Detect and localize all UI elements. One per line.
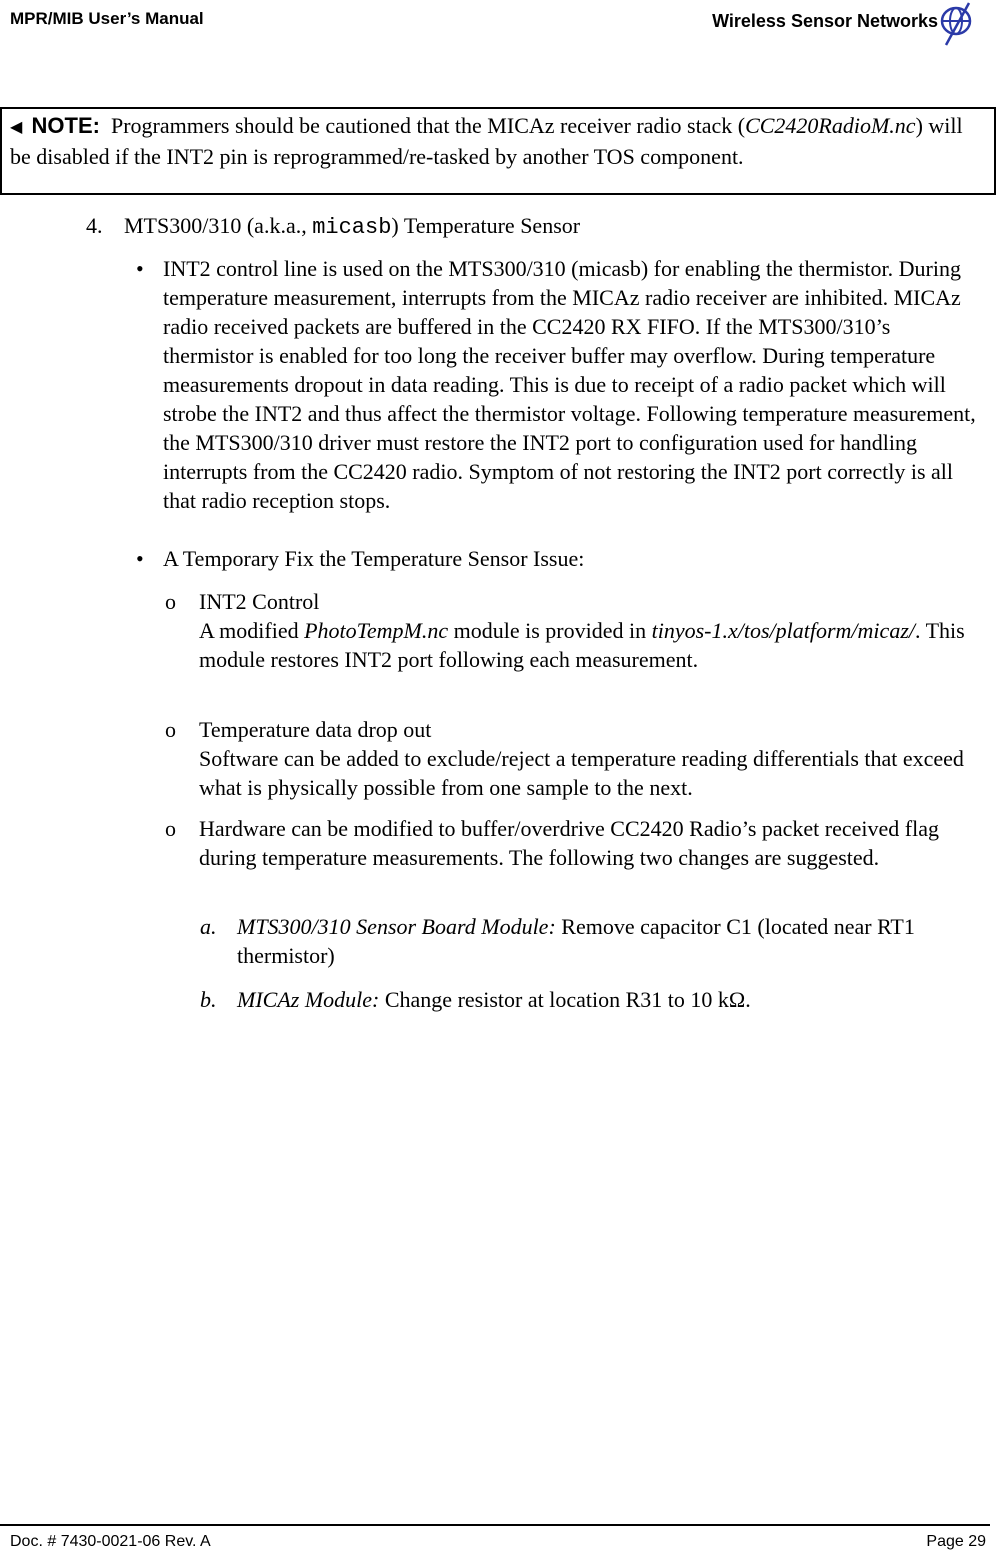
- sub-item-int2-control: [165, 587, 965, 674]
- sub-item-marker: o: [165, 589, 176, 614]
- sub-item-heading: INT2 Control: [199, 589, 320, 614]
- alpha-marker: a.: [200, 914, 217, 939]
- alpha-item-label: MICAz Module:: [237, 987, 380, 1012]
- sub-item-marker: o: [165, 816, 176, 841]
- alpha-item-text: Remove capacitor C1 (located near RT1 thermistor): [237, 914, 915, 968]
- sub-item-body: Software can be added to exclude/reject a temperature reading differentials that exceed what is physically possible from one sample to the next.: [199, 746, 964, 800]
- bullet-marker: •: [136, 546, 144, 571]
- alpha-marker: b.: [200, 987, 217, 1012]
- module-name: PhotoTempM.nc: [304, 618, 449, 643]
- note-text-start: Programmers should be cautioned that the MICAz receiver radio stack (: [110, 113, 746, 138]
- sub-item-heading: Temperature data drop out: [199, 717, 432, 742]
- header-manual-title: MPR/MIB User’s Manual: [10, 9, 204, 28]
- alpha-item: [200, 912, 970, 970]
- note-label: NOTE:: [31, 113, 100, 138]
- bullet-item: [136, 544, 981, 573]
- bullet-text: A Temporary Fix the Temperature Sensor Issue:: [163, 546, 585, 571]
- alpha-item-text: Change resistor at location R31 to 10 kΩ.: [379, 987, 751, 1012]
- sub-item-body: Hardware can be modified to buffer/overdrive CC2420 Radio’s packet received flag during temperature measurements. The following two changes are suggested.: [199, 816, 939, 870]
- section-title-end: ) Temperature Sensor: [391, 213, 581, 238]
- sub-item-body-text: A modified: [199, 618, 305, 643]
- sub-item-hardware: [165, 814, 965, 872]
- footer-page-number: Page 29: [926, 1533, 986, 1550]
- section-number: 4.: [86, 213, 103, 238]
- note-filename: CC2420RadioM.nc: [745, 113, 916, 138]
- note-text-end: ) will be disabled if the INT2 pin is reprogrammed/re-tasked by another TOS component.: [10, 113, 963, 169]
- alpha-item: [200, 985, 970, 1014]
- note-box: [0, 107, 996, 195]
- globe-logo-icon: [936, 1, 976, 47]
- footer-divider: [0, 1524, 990, 1526]
- sub-item-temperature-drop: [165, 715, 965, 802]
- speaker-icon: ◀: [10, 119, 23, 136]
- footer-doc-number: Doc. # 7430-0021-06 Rev. A: [10, 1533, 211, 1550]
- bullet-marker: •: [136, 256, 144, 281]
- sub-item-body-text: module is provided in: [448, 618, 652, 643]
- bullet-text: INT2 control line is used on the MTS300/310 (micasb) for enabling the thermistor. During temperature measurement, interrupts from the MICAz radio receiver are inhibited. MICAz radio received packets are buffered in the CC2420 RX FIFO. If the MTS300/310’s thermistor is enabled for too long the receiver buffer may overflow. During temperature measurements dropout in data reading. This is due to receipt of a radio packet which will strobe the INT2 and thus affect the thermistor voltage. Following temperature measurement, the MTS300/310 driver must restore the INT2 port to configuration used for handling interrupts from the CC2420 radio. Symptom of not restoring the INT2 port correctly is all that radio reception stops.: [163, 256, 976, 513]
- sub-item-body-text: . This module restores INT2 port following each measurement.: [199, 618, 965, 672]
- sub-item-body: [199, 616, 965, 674]
- bullet-item: [136, 254, 981, 515]
- section-title-code: micasb: [312, 215, 392, 240]
- section-title-start: MTS300/310 (a.k.a.,: [124, 213, 313, 238]
- header-section-title: Wireless Sensor Networks: [712, 11, 938, 31]
- module-path: tinyos-1.x/tos/platform/micaz/: [651, 618, 915, 643]
- alpha-item-label: MTS300/310 Sensor Board Module:: [237, 914, 556, 939]
- section-heading: [86, 211, 580, 242]
- sub-item-marker: o: [165, 717, 176, 742]
